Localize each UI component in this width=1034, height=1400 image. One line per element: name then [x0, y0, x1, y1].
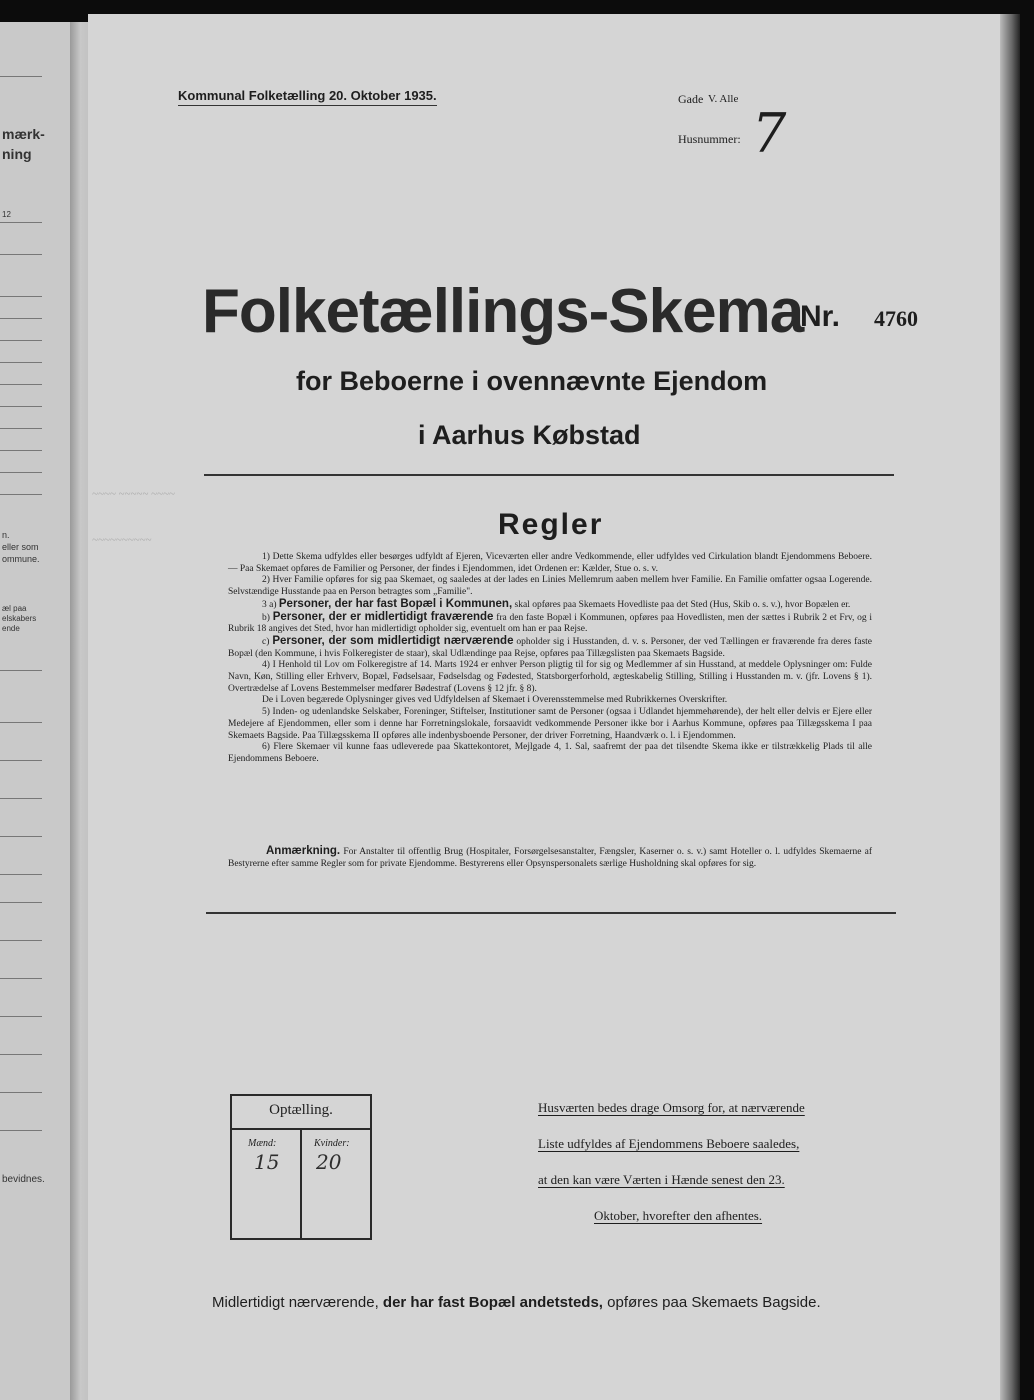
- left-fragment: mærk-: [2, 126, 45, 142]
- left-fragment: ende: [2, 624, 20, 633]
- count-divider: [300, 1128, 302, 1240]
- rule-line: [0, 222, 42, 223]
- previous-page-strip: [0, 22, 80, 1400]
- rule-3c-text: opholder sig i Husstanden, d. v. s. Personer, der ved Tællingen er fraværende fra deres faste Bopæl (den Kommune, i hvis Folkeregister de staar), skal Udlændinge paa Rejse, opføres paa Tillægslisten paa Skemaets Bagside.: [228, 636, 873, 659]
- rule-5: 5) Inden- og udenlandske Selskaber, Foreninger, Stiftelser, Institutioner samt de Personer (ogsaa i Udlandet hjemmehørende), der helt eller delvis er Ejere eller Medejere af Ejendommen, eller som i denne har Forretningslokale, forsaavidt vedkommende Personer ikke bor i Aarhus Kommune, opføres paa Tillægsskema I paa Skemaets Bagside. Paa Tillægsskema II opføres alle indenbysboende Personer, der driver Forretning, Haandværk o. l. i Ejendommen.: [228, 707, 872, 741]
- men-count: 15: [254, 1150, 280, 1174]
- divider: [204, 474, 894, 476]
- left-fragment: æl paa: [2, 604, 27, 613]
- rules-body: [228, 552, 872, 766]
- left-fragment: elskabers: [2, 614, 37, 623]
- rule-line: [0, 362, 42, 363]
- rule-line: [0, 428, 42, 429]
- rule-line: [0, 902, 42, 903]
- street-label: Gade: [678, 92, 704, 106]
- rule-3a-text: skal opføres paa Skemaets Hovedliste paa det Sted (Hus, Skib o. s. v.), hvor Bopælen er.: [514, 599, 851, 610]
- rule-3b: [228, 612, 872, 636]
- rule-line: [0, 494, 42, 495]
- street-value: V. Alle: [708, 93, 739, 105]
- house-number-label: Husnummer:: [678, 132, 741, 146]
- rule-3c-number: c): [262, 636, 270, 647]
- rule-line: [0, 472, 42, 473]
- rule-line: [0, 940, 42, 941]
- rule-3b-lead: Personer, der er midlertidigt fraværende: [272, 610, 494, 623]
- remark-paragraph: [228, 846, 872, 870]
- rule-line: [0, 760, 42, 761]
- notice-line: Oktober, hvorefter den afhentes.: [594, 1208, 763, 1223]
- men-label: Mænd:: [248, 1138, 277, 1149]
- rule-1: 1) Dette Skema udfyldes eller besørges udfyldt af Ejeren, Viceværten eller andre Vedkommende, eller udfyldes ved Cirkulation blandt Ejendommens Beboere. — Paa Skemaet opføres de Familier og Personer, der findes i Ejendommen, idet Ordenen er: Kælder, Stue o. s. v.: [228, 552, 872, 574]
- footer-part-3: opføres paa Skemaets Bagside.: [607, 1294, 821, 1311]
- rule-line: [0, 1130, 42, 1131]
- rule-line: [0, 836, 42, 837]
- rules-heading: Regler: [498, 508, 604, 541]
- rule-line: [0, 254, 42, 255]
- left-fragment: n.: [2, 530, 10, 540]
- rule-line: [0, 76, 42, 77]
- left-fragment: bevidnes.: [2, 1174, 45, 1185]
- rule-line: [0, 1016, 42, 1017]
- women-label: Kvinder:: [314, 1138, 350, 1149]
- footer-part-2: der har fast Bopæl andetsteds,: [382, 1294, 603, 1311]
- left-fragment: 12: [2, 210, 11, 219]
- house-number-value: 7: [752, 102, 787, 165]
- women-count: 20: [316, 1150, 342, 1174]
- remark-text: For Anstalter til offentlig Brug (Hospitaler, Forsørgelsesanstalter, Fængsler, Kaserner o. s. v.) samt Hoteller o. l. udfyldes Skemaerne af Bestyrerne efter samme Regler som for private Ejendomme. Bestyrerens eller Opsynspersonalets særlige Husholdning skal opføres for sig.: [228, 847, 873, 869]
- footer-note: [212, 1294, 821, 1311]
- remark-lead: Anmærkning.: [266, 845, 341, 857]
- count-title: Optælling.: [269, 1102, 333, 1118]
- footer-part-1: Midlertidigt nærværende,: [212, 1294, 379, 1311]
- rule-3a-lead: Personer, der har fast Bopæl i Kommunen,: [278, 597, 513, 610]
- rule-line: [0, 318, 42, 319]
- rule-3c: [228, 636, 872, 660]
- notice-line: Liste udfyldes af Ejendommens Beboere saaledes,: [538, 1136, 800, 1151]
- count-box: [230, 1094, 372, 1240]
- subtitle-residents: for Beboerne i ovennævnte Ejendom: [296, 366, 768, 396]
- rule-line: [0, 384, 42, 385]
- rule-line: [0, 340, 42, 341]
- rule-line: [0, 722, 42, 723]
- rule-line: [0, 670, 42, 671]
- remark: [228, 846, 872, 870]
- rule-line: [0, 450, 42, 451]
- rule-line: [0, 406, 42, 407]
- census-header: Kommunal Folketælling 20. Oktober 1935.: [178, 88, 437, 106]
- left-fragment: eller som: [2, 542, 39, 552]
- rule-line: [0, 1092, 42, 1093]
- rule-line: [0, 296, 42, 297]
- rule-line: [0, 874, 42, 875]
- rule-3b-number: b): [262, 612, 270, 623]
- rule-3b-text: fra den faste Bopæl i Kommunen, opføres paa Hovedlisten, men der sættes i Rubrik 2 et Frv, og i Rubrik 18 angives det Sted, hvor han midlertidigt opholder sig, eventuelt om han er paa Rejse.: [228, 612, 873, 635]
- page-edge: [1000, 14, 1020, 1400]
- rule-4: 4) I Henhold til Lov om Folkeregistre af 14. Marts 1924 er enhver Person pligtig til for sig og Medlemmer af sin Husstand, at meddele Oplysninger om: Fulde Navn, Køn, Stilling eller Erhverv, Bopæl, Fødselsaar, Fødselsdag og Fødested, Statsborgerforhold, ægteskabelig Stilling, Stilling i Husstanden m. v. (jfr. Lovens § 1). Overtrædelse af Lovens Bestemmelser medfører Bødestraf (Lovens § 12 jfr. § 8).: [228, 660, 872, 694]
- bleed-through-text: ~~~~~~~~~~: [92, 534, 152, 546]
- rule-3a-number: 3 a): [262, 599, 277, 610]
- notice-line: at den kan være Værten i Hænde senest den 23.: [538, 1172, 785, 1187]
- bleed-through-text: ~~~~ ~~~~~ ~~~~: [92, 488, 175, 500]
- notice-line: Husværten bedes drage Omsorg for, at nærværende: [538, 1100, 805, 1115]
- form-number-label: Nr.: [800, 300, 841, 333]
- rule-3c-lead: Personer, der som midlertidigt nærværende: [272, 634, 514, 647]
- rule-line: [0, 978, 42, 979]
- divider: [206, 912, 896, 914]
- page-title: Folketællings-Skema: [202, 277, 804, 346]
- rule-4b: De i Loven begærede Oplysninger gives ved Udfyldelsen af Skemaet i Overensstemmelse med Rubrikkernes Overskrifter.: [262, 695, 728, 706]
- rule-2: 2) Hver Familie opføres for sig paa Skemaet, og saaledes at der lades en Linies Mellemrum aaben mellem hver Familie. En Familie omfatter ogsaa Logerende. Selvstændige Husstande paa en Person betragtes som „Familie".: [228, 575, 872, 598]
- rule-line: [0, 1054, 42, 1055]
- rule-line: [0, 798, 42, 799]
- rule-6: 6) Flere Skemaer vil kunne faas udleverede paa Skattekontoret, Mejlgade 4, 1. Sal, saafremt der paa det tilsendte Skema ikke er tilstrækkelig Plads til alle Ejendommens Beboere.: [228, 742, 872, 764]
- left-fragment: ommune.: [2, 554, 40, 564]
- form-number: 4760: [874, 306, 918, 331]
- subtitle-city: i Aarhus Købstad: [418, 420, 641, 450]
- left-fragment: ning: [2, 146, 32, 162]
